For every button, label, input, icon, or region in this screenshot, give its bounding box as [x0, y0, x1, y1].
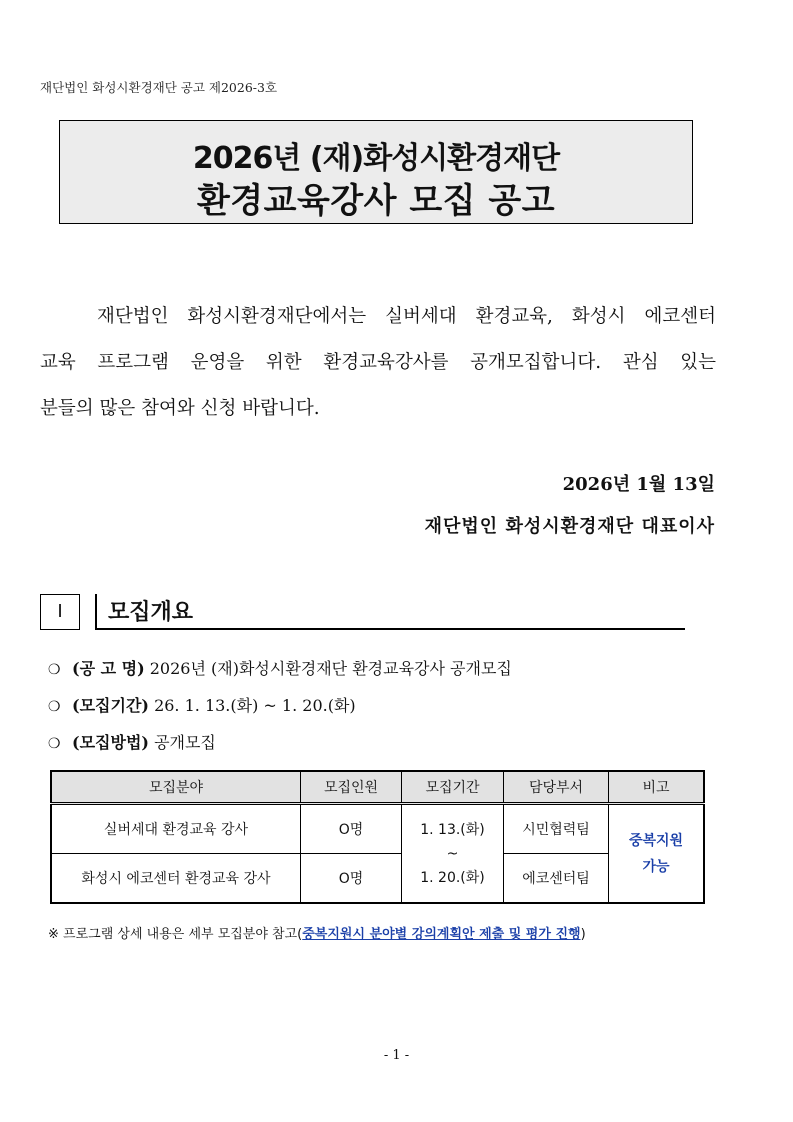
recruitment-table: [50, 770, 705, 904]
publisher-name: 재단법인 화성시환경재단 대표이사: [424, 516, 715, 537]
page-number: - 1 -: [383, 1048, 410, 1063]
intro-line-text: 재단법인 화성시환경재단에서는 실버세대 환경교육, 화성시 에코센터: [96, 306, 716, 327]
intro-paragraph: [40, 294, 716, 432]
header-field: 모집분야: [51, 771, 301, 804]
title-box: [59, 120, 693, 224]
footnote-suffix: ): [580, 927, 586, 942]
header-count: 모집인원: [301, 771, 402, 804]
intro-line: 분들의 많은 참여와 신청 바랍니다.: [40, 398, 320, 419]
footnote-prefix: ※ 프로그램 상세 내용은 세부 모집분야 참고(: [48, 927, 303, 942]
section-underline: [95, 628, 685, 630]
cell-dept: 시민협력팀: [504, 804, 609, 854]
title-line-2: 환경교육강사 모집 공고: [196, 181, 556, 221]
table-row: [51, 854, 704, 904]
header-dept: 담당부서: [504, 771, 609, 804]
intro-line: 교육 프로그램 운영을 위한 환경교육강사를 공개모집합니다. 관심 있는: [40, 352, 716, 373]
intro-line: [40, 294, 716, 340]
note-line-1: 중복지원: [628, 832, 684, 849]
info-label: (모집방법): [72, 733, 149, 752]
publication-date: 2026년 1월 13일: [562, 474, 715, 495]
cell-count: O명: [301, 854, 402, 904]
table-row: [51, 804, 704, 854]
period-end: 1. 20.(화): [420, 869, 485, 886]
info-label: (모집기간): [72, 696, 149, 715]
section-number: Ⅰ: [40, 594, 80, 630]
info-value: 26. 1. 13.(화) ~ 1. 20.(화): [154, 696, 356, 715]
circle-bullet-icon: ❍: [48, 699, 61, 715]
cell-period: [402, 804, 504, 904]
cell-note: [609, 804, 705, 904]
footnote: [48, 923, 586, 942]
period-start: 1. 13.(화): [420, 821, 485, 838]
info-value: 공개모집: [154, 733, 216, 752]
footnote-highlight: 중복지원시 분야별 강의계획안 제출 및 평가 진행: [302, 927, 581, 942]
circle-bullet-icon: ❍: [48, 662, 61, 678]
section-divider: [95, 594, 97, 630]
header-note: 비고: [609, 771, 705, 804]
table-header-row: [51, 771, 704, 804]
note-line-2: 가능: [642, 858, 670, 875]
info-item-title: [48, 656, 512, 679]
cell-field: 화성시 에코센터 환경교육 강사: [51, 854, 301, 904]
info-value: 2026년 (재)화성시환경재단 환경교육강사 공개모집: [149, 659, 512, 678]
circle-bullet-icon: ❍: [48, 736, 61, 752]
cell-field: 실버세대 환경교육 강사: [51, 804, 301, 854]
info-item-method: [48, 730, 216, 753]
section-title: 모집개요: [108, 600, 194, 625]
info-item-period: [48, 693, 356, 716]
info-label: (공 고 명): [72, 659, 145, 678]
title-line-1: 2026년 (재)화성시환경재단: [192, 141, 560, 176]
cell-dept: 에코센터팀: [504, 854, 609, 904]
document-number: 재단법인 화성시환경재단 공고 제2026-3호: [40, 80, 278, 95]
period-separator: ~: [446, 845, 459, 862]
cell-count: O명: [301, 804, 402, 854]
header-period: 모집기간: [402, 771, 504, 804]
